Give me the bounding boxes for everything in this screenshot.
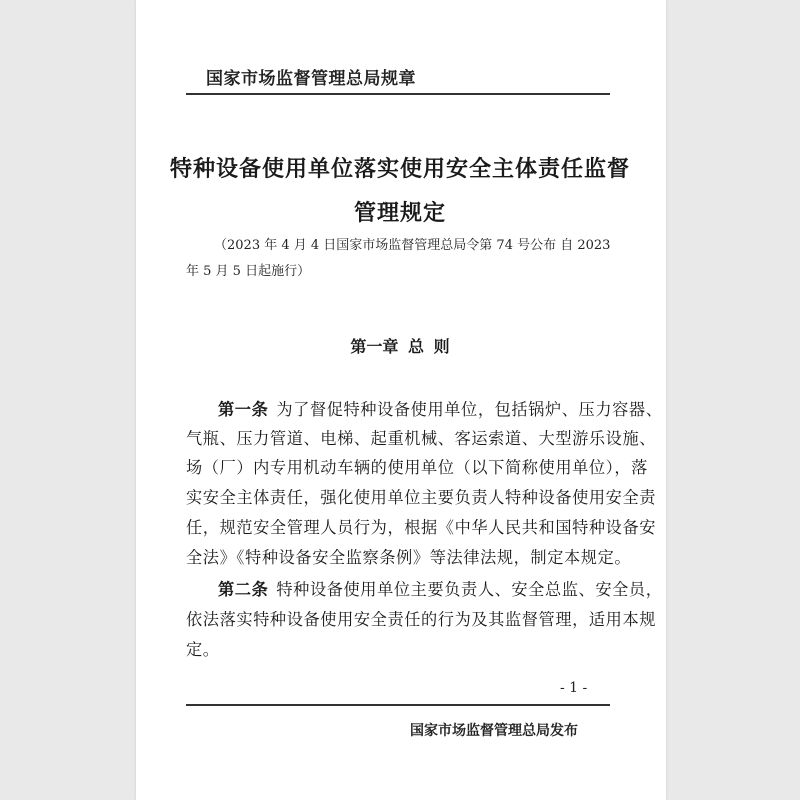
article-1-text: 为了督促特种设备使用单位，包括锅炉、压力容器、: [276, 400, 663, 419]
article-1-label: 第一条: [218, 400, 269, 419]
article-1-line-4: 实安全主体责任，强化使用单位主要负责人特种设备使用安全责: [186, 488, 657, 507]
footer-divider: [186, 704, 610, 706]
publication-note-line-1: （2023 年 4 月 4 日国家市场监督管理总局令第 74 号公布 自 2023: [214, 238, 611, 253]
article-1-line-6: 全法》《特种设备安全监察条例》等法律法规，制定本规定。: [186, 548, 632, 567]
publisher-label: 国家市场监督管理总局发布: [410, 723, 578, 739]
article-2-text: 特种设备使用单位主要负责人、安全总监、安全员，: [276, 580, 663, 599]
document-title-line-2: 管理规定: [353, 201, 446, 226]
publication-note-line-2: 年 5 月 5 日起施行）: [186, 264, 311, 279]
article-1-line-2: 气瓶、压力管道、电梯、起重机械、客运索道、大型游乐设施、: [186, 429, 657, 448]
article-1-line-1: [218, 396, 663, 420]
article-1-line-3: 场（厂）内专用机动车辆的使用单位（以下简称使用单位），落: [186, 458, 648, 477]
article-2-line-3: 定。: [186, 640, 220, 659]
regulation-series-label: 国家市场监督管理总局规章: [206, 69, 416, 89]
article-2-line-1: [218, 576, 663, 600]
document-title-line-1: 特种设备使用单位落实使用安全主体责任监督: [170, 157, 631, 182]
chapter-heading: 第一章 总 则: [350, 337, 450, 356]
article-2-line-2: 依法落实特种设备使用安全责任的行为及其监督管理，适用本规: [186, 610, 657, 629]
article-1-line-5: 任，规范安全管理人员行为，根据《中华人民共和国特种设备安: [186, 518, 657, 537]
article-2-label: 第二条: [218, 580, 269, 599]
page-number: - 1 -: [560, 680, 588, 696]
header-divider: [186, 93, 610, 95]
